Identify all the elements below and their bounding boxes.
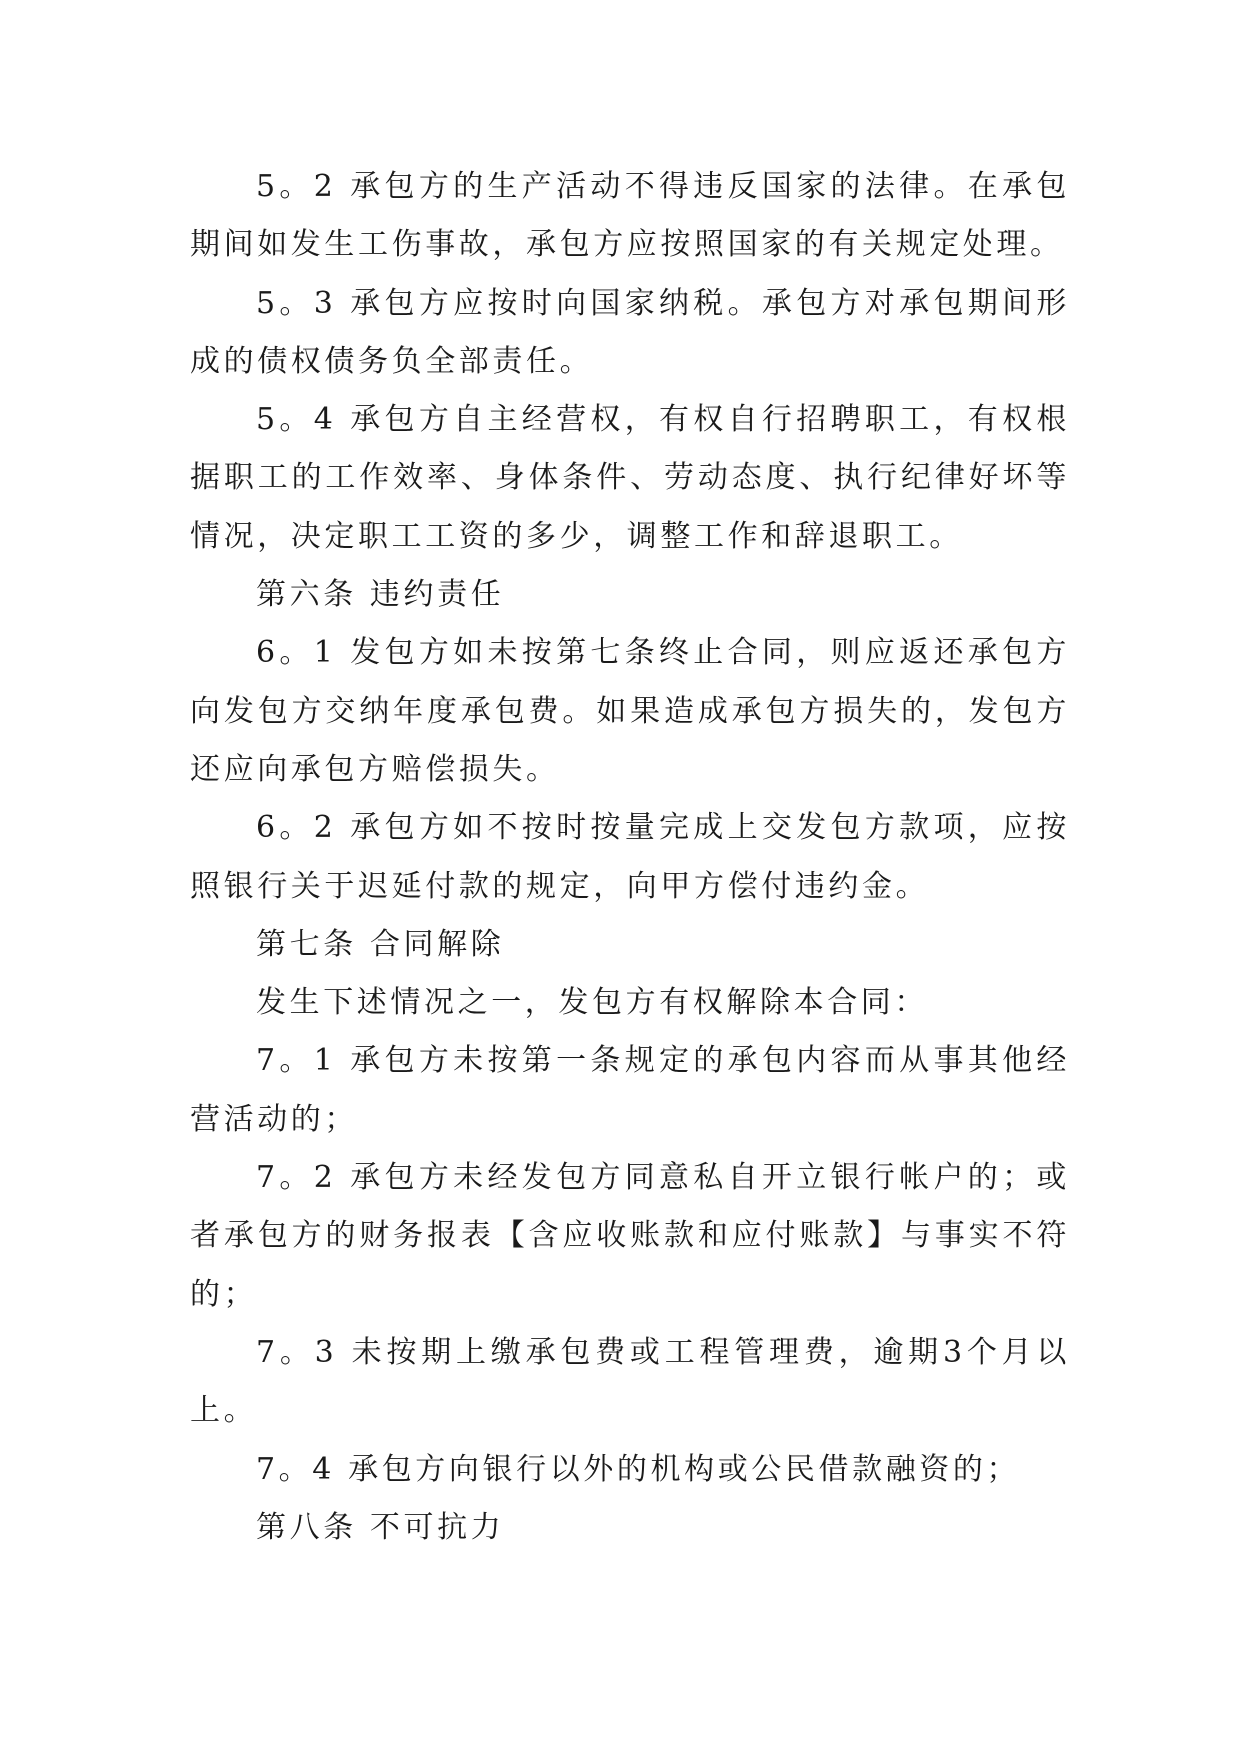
clause-5-3: 5。3 承包方应按时向国家纳税。承包方对承包期间形成的债权债务负全部责任。 [190,285,1070,379]
clause-6-2: 6。2 承包方如不按时按量完成上交发包方款项，应按照银行关于迟延付款的规定，向甲方偿付违约金。 [190,810,1070,904]
article-7-intro: 发生下述情况之一，发包方有权解除本合同： [256,985,928,1021]
document-body [190,158,1070,1557]
clause-7-3: 7。3 未按期上缴承包费或工程管理费，逾期3个月以上。 [190,1334,1070,1429]
article-6-heading: 第六条 违约责任 [256,577,505,613]
article-7-heading: 第七条 合同解除 [256,926,505,962]
clause-6-1: 6。1 发包方如未按第七条终止合同，则应返还承包方向发包方交纳年度承包费。如果造成承包方损失的，发包方还应向承包方赔偿损失。 [190,635,1070,787]
clause-7-1: 7。1 承包方未按第一条规定的承包内容而从事其他经营活动的； [190,1043,1070,1137]
clause-7-2: 7。2 承包方未经发包方同意私自开立银行帐户的；或者承包方的财务报表【含应收账款和应付账款】与事实不符的； [190,1160,1070,1312]
clause-5-2: 5。2 承包方的生产活动不得违反国家的法律。在承包期间如发生工伤事故，承包方应按照国家的有关规定处理。 [190,169,1070,263]
clause-5-4: 5。4 承包方自主经营权，有权自行招聘职工，有权根据职工的工作效率、身体条件、劳动态度、执行纪律好坏等情况，决定职工工资的多少，调整工作和辞退职工。 [190,402,1070,554]
clause-7-4: 7。4 承包方向银行以外的机构或公民借款融资的； [256,1451,1021,1487]
article-8-heading: 第八条 不可抗力 [256,1509,505,1545]
